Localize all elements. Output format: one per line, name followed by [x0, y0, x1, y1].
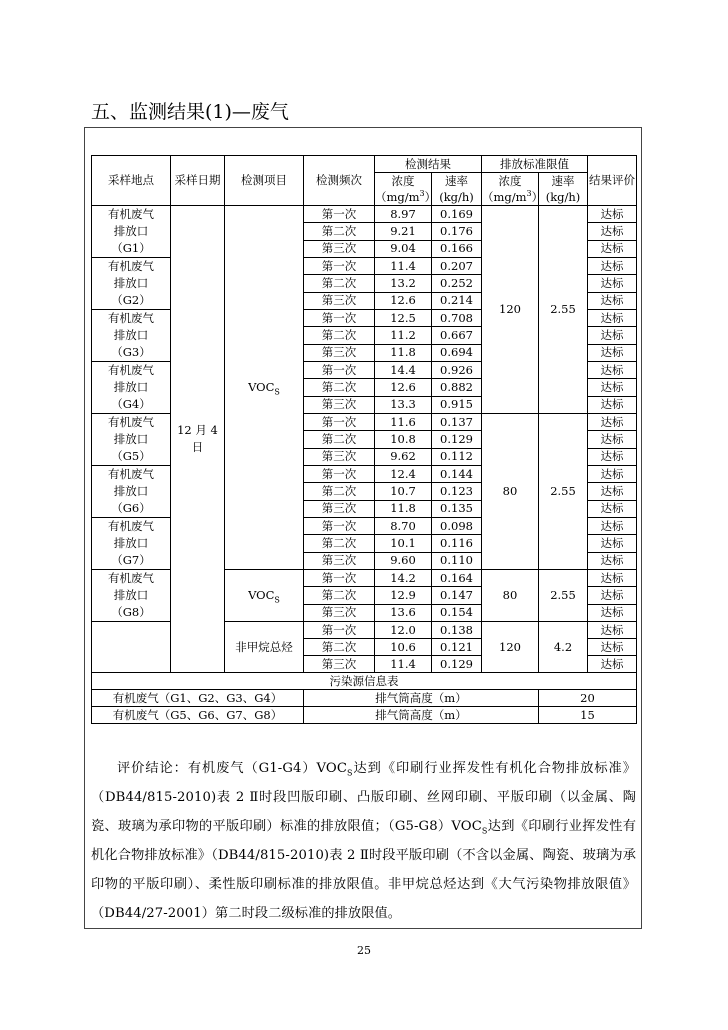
- concentration-cell: 11.4: [375, 258, 432, 275]
- source-info-title: 污染源信息表: [92, 673, 637, 690]
- site-label-line: 有机废气: [108, 415, 154, 429]
- concentration-cell: 12.9: [375, 587, 432, 604]
- concentration-cell: 14.4: [375, 362, 432, 379]
- frequency-cell: 第三次: [304, 500, 375, 517]
- concentration-cell: 13.2: [375, 275, 432, 292]
- item-vocs: [225, 570, 304, 622]
- concentration-cell: 12.6: [375, 292, 432, 309]
- site-label-line: 有机废气: [108, 311, 154, 325]
- concentration-cell: 14.2: [375, 570, 432, 587]
- concentration-cell: 11.4: [375, 656, 432, 673]
- evaluation-conclusion: 评价结论：有机废气$(G1-G4)VOC_S$达到《印刷行业挥发性有机化合物排放标准》（DB44/815-2010)表 2 Ⅱ时段凹版印刷、凸版印刷、丝网印刷、平版印刷（以金属、陶瓷、玻璃为承印物的平版印刷）标准的排放限值；$(G5-G8)VOC_S$达到《印刷行业挥发性有机化合物排放标准》（DB44/815-2010)表 2 Ⅱ时段平版印刷（不含以金属、陶瓷、玻璃为承印物的平版印刷）、柔性版印刷标准的排放限值。非甲烷总烃达到《大气污染物排放限值》（DB44/27-2001）第二时段二级标准的排放限值。: [91, 761, 636, 921]
- concentration-cell: 10.6: [375, 639, 432, 656]
- evaluation-cell: 达标: [588, 362, 637, 379]
- concentration-cell: 10.7: [375, 483, 432, 500]
- evaluation-cell: 达标: [588, 379, 637, 396]
- frequency-cell: 第三次: [304, 552, 375, 569]
- header-result-concentration: 浓度: [375, 173, 432, 190]
- site-label-line: （G5）: [111, 449, 151, 463]
- rate-cell: 0.164: [432, 570, 482, 587]
- site-label-line: 有机废气: [108, 259, 154, 273]
- site-cell: [92, 466, 171, 518]
- rate-cell: 0.207: [432, 258, 482, 275]
- header-result-rate-unit: (kg/h): [432, 189, 482, 206]
- site-label-line: （G1）: [111, 241, 151, 255]
- evaluation-cell: 达标: [588, 552, 637, 569]
- frequency-cell: 第二次: [304, 587, 375, 604]
- concentration-cell: 12.5: [375, 310, 432, 327]
- frequency-cell: 第一次: [304, 466, 375, 483]
- evaluation-cell: 达标: [588, 587, 637, 604]
- rate-cell: 0.121: [432, 639, 482, 656]
- rate-cell: 0.166: [432, 240, 482, 257]
- limit-rate: 2.55: [539, 414, 588, 570]
- source-name: 有机废气（G5、G6、G7、G8）: [92, 707, 304, 724]
- limit-concentration: 80: [482, 414, 539, 570]
- header-limits: 排放标准限值: [482, 156, 588, 173]
- frequency-cell: 第二次: [304, 639, 375, 656]
- source-info-row: [92, 690, 637, 707]
- rate-cell: 0.926: [432, 362, 482, 379]
- limit-concentration: 120: [482, 622, 539, 673]
- table-row: [92, 206, 637, 223]
- site-label-line: 排放口: [113, 224, 149, 238]
- evaluation-cell: 达标: [588, 258, 637, 275]
- item-vocs: [225, 206, 304, 570]
- limit-concentration: 80: [482, 570, 539, 622]
- site-label-line: 有机废气: [108, 571, 154, 585]
- concentration-cell: 13.6: [375, 604, 432, 621]
- concentration-cell: 8.97: [375, 206, 432, 223]
- rate-cell: 0.214: [432, 292, 482, 309]
- rate-cell: 0.708: [432, 310, 482, 327]
- header-result-rate: 速率: [432, 173, 482, 190]
- rate-cell: 0.129: [432, 431, 482, 448]
- site-cell: [92, 414, 171, 466]
- frequency-cell: 第三次: [304, 344, 375, 361]
- rate-cell: 0.144: [432, 466, 482, 483]
- rate-cell: 0.123: [432, 483, 482, 500]
- evaluation-cell: 达标: [588, 604, 637, 621]
- concentration-cell: 9.60: [375, 552, 432, 569]
- site-label-line: 排放口: [113, 432, 149, 446]
- frequency-cell: 第一次: [304, 622, 375, 639]
- evaluation-cell: 达标: [588, 223, 637, 240]
- site-label-line: 排放口: [113, 484, 149, 498]
- source-info-title-row: [92, 673, 637, 690]
- site-cell: [92, 362, 171, 414]
- item-nmhc: 非甲烷总烃: [225, 622, 304, 673]
- evaluation-cell: 达标: [588, 466, 637, 483]
- concentration-cell: 9.62: [375, 448, 432, 465]
- rate-cell: 0.138: [432, 622, 482, 639]
- header-limit-conc-unit: $(mg/m^3)$: [482, 188, 544, 204]
- site-label-line: 有机废气: [108, 519, 154, 533]
- header-limit-rate-unit: (kg/h): [539, 189, 588, 206]
- rate-cell: 0.098: [432, 518, 482, 535]
- site-cell: [92, 310, 171, 362]
- site-cell: [92, 206, 171, 258]
- frequency-cell: 第三次: [304, 292, 375, 309]
- stack-height-label: 排气筒高度（m）: [304, 690, 539, 707]
- vocs-text: VOC: [248, 588, 275, 602]
- site-label-line: 有机废气: [108, 363, 154, 377]
- site-label-line: 排放口: [113, 328, 149, 342]
- site-label-line: 有机废气: [108, 467, 154, 481]
- evaluation-cell: 达标: [588, 431, 637, 448]
- stack-height-value: 20: [539, 690, 637, 707]
- site-label-line: 排放口: [113, 588, 149, 602]
- header-result-conc-unit: $(mg/m^3)$: [375, 188, 437, 204]
- frequency-cell: 第二次: [304, 379, 375, 396]
- site-label-line: 排放口: [113, 380, 149, 394]
- frequency-cell: 第二次: [304, 483, 375, 500]
- rate-cell: 0.116: [432, 535, 482, 552]
- rate-cell: 0.176: [432, 223, 482, 240]
- concentration-cell: 9.04: [375, 240, 432, 257]
- rate-cell: 0.252: [432, 275, 482, 292]
- rate-cell: 0.667: [432, 327, 482, 344]
- vocs-text: VOC: [248, 380, 275, 394]
- rate-cell: 0.147: [432, 587, 482, 604]
- evaluation-cell: 达标: [588, 483, 637, 500]
- header-date: 采样日期: [171, 156, 225, 206]
- frequency-cell: 第三次: [304, 604, 375, 621]
- site-label-line: 有机废气: [108, 207, 154, 221]
- site-cell: [92, 570, 171, 622]
- limit-rate: 2.55: [539, 570, 588, 622]
- header-site: 采样地点: [92, 156, 171, 206]
- concentration-cell: 12.0: [375, 622, 432, 639]
- header-limit-concentration: 浓度: [482, 173, 539, 190]
- site-cell: [92, 622, 171, 673]
- evaluation-cell: 达标: [588, 535, 637, 552]
- evaluation-cell: 达标: [588, 448, 637, 465]
- rate-cell: 0.129: [432, 656, 482, 673]
- evaluation-cell: 达标: [588, 206, 637, 223]
- evaluation-cell: 达标: [588, 622, 637, 639]
- evaluation-cell: 达标: [588, 570, 637, 587]
- frequency-cell: 第二次: [304, 223, 375, 240]
- site-label-line: （G7）: [111, 553, 151, 567]
- evaluation-cell: 达标: [588, 275, 637, 292]
- concentration-cell: 9.21: [375, 223, 432, 240]
- header-frequency: 检测频次: [304, 156, 375, 206]
- frequency-cell: 第三次: [304, 240, 375, 257]
- frequency-cell: 第三次: [304, 396, 375, 413]
- frequency-cell: 第一次: [304, 362, 375, 379]
- site-cell: [92, 518, 171, 570]
- frequency-cell: 第三次: [304, 448, 375, 465]
- frequency-cell: 第一次: [304, 414, 375, 431]
- stack-height-value: 15: [539, 707, 637, 724]
- site-label-line: （G8）: [111, 605, 151, 619]
- rate-cell: 0.154: [432, 604, 482, 621]
- concentration-cell: 10.1: [375, 535, 432, 552]
- frequency-cell: 第二次: [304, 431, 375, 448]
- site-label-line: （G4）: [111, 397, 151, 411]
- evaluation-cell: 达标: [588, 344, 637, 361]
- evaluation-cell: 达标: [588, 518, 637, 535]
- evaluation-cell: 达标: [588, 656, 637, 673]
- rate-cell: 0.169: [432, 206, 482, 223]
- source-name: 有机废气（G1、G2、G3、G4）: [92, 690, 304, 707]
- evaluation-cell: 达标: [588, 240, 637, 257]
- section-title: 五、监测结果(1)—废气: [91, 101, 289, 123]
- limit-rate: 4.2: [539, 622, 588, 673]
- frequency-cell: 第一次: [304, 310, 375, 327]
- site-label-line: （G2）: [111, 293, 151, 307]
- concentration-cell: 13.3: [375, 396, 432, 413]
- evaluation-cell: 达标: [588, 292, 637, 309]
- limit-concentration: 120: [482, 206, 539, 414]
- frequency-cell: 第一次: [304, 206, 375, 223]
- evaluation-cell: 达标: [588, 396, 637, 413]
- limit-rate: 2.55: [539, 206, 588, 414]
- evaluation-cell: 达标: [588, 414, 637, 431]
- concentration-cell: 11.2: [375, 327, 432, 344]
- frequency-cell: 第一次: [304, 258, 375, 275]
- concentration-cell: 12.6: [375, 379, 432, 396]
- concentration-cell: 12.4: [375, 466, 432, 483]
- stack-height-label: 排气筒高度（m）: [304, 707, 539, 724]
- site-label-line: （G3）: [111, 345, 151, 359]
- frequency-cell: 第一次: [304, 518, 375, 535]
- frequency-cell: 第一次: [304, 570, 375, 587]
- frequency-cell: 第三次: [304, 656, 375, 673]
- header-item: 检测项目: [225, 156, 304, 206]
- evaluation-cell: 达标: [588, 327, 637, 344]
- site-label-line: （G6）: [111, 501, 151, 515]
- frequency-cell: 第二次: [304, 275, 375, 292]
- header-results: 检测结果: [375, 156, 482, 173]
- evaluation-cell: 达标: [588, 500, 637, 517]
- evaluation-cell: 达标: [588, 639, 637, 656]
- page-number: 25: [357, 944, 371, 957]
- concentration-cell: 8.70: [375, 518, 432, 535]
- concentration-cell: 10.8: [375, 431, 432, 448]
- rate-cell: 0.135: [432, 500, 482, 517]
- sampling-date: 12 月 4 日: [171, 206, 225, 673]
- vocs-subscript: S: [274, 595, 280, 605]
- vocs-subscript: S: [274, 387, 280, 397]
- rate-cell: 0.112: [432, 448, 482, 465]
- rate-cell: 0.882: [432, 379, 482, 396]
- header-limit-rate: 速率: [539, 173, 588, 190]
- site-label-line: 排放口: [113, 536, 149, 550]
- frequency-cell: 第二次: [304, 327, 375, 344]
- site-cell: [92, 258, 171, 310]
- evaluation-cell: 达标: [588, 310, 637, 327]
- frequency-cell: 第二次: [304, 535, 375, 552]
- source-info-row: [92, 707, 637, 724]
- rate-cell: 0.915: [432, 396, 482, 413]
- monitoring-results-table: [91, 155, 637, 724]
- rate-cell: 0.694: [432, 344, 482, 361]
- concentration-cell: 11.6: [375, 414, 432, 431]
- site-label-line: 排放口: [113, 276, 149, 290]
- rate-cell: 0.137: [432, 414, 482, 431]
- concentration-cell: 11.8: [375, 344, 432, 361]
- concentration-cell: 11.8: [375, 500, 432, 517]
- rate-cell: 0.110: [432, 552, 482, 569]
- header-evaluation: 结果评价: [588, 156, 637, 206]
